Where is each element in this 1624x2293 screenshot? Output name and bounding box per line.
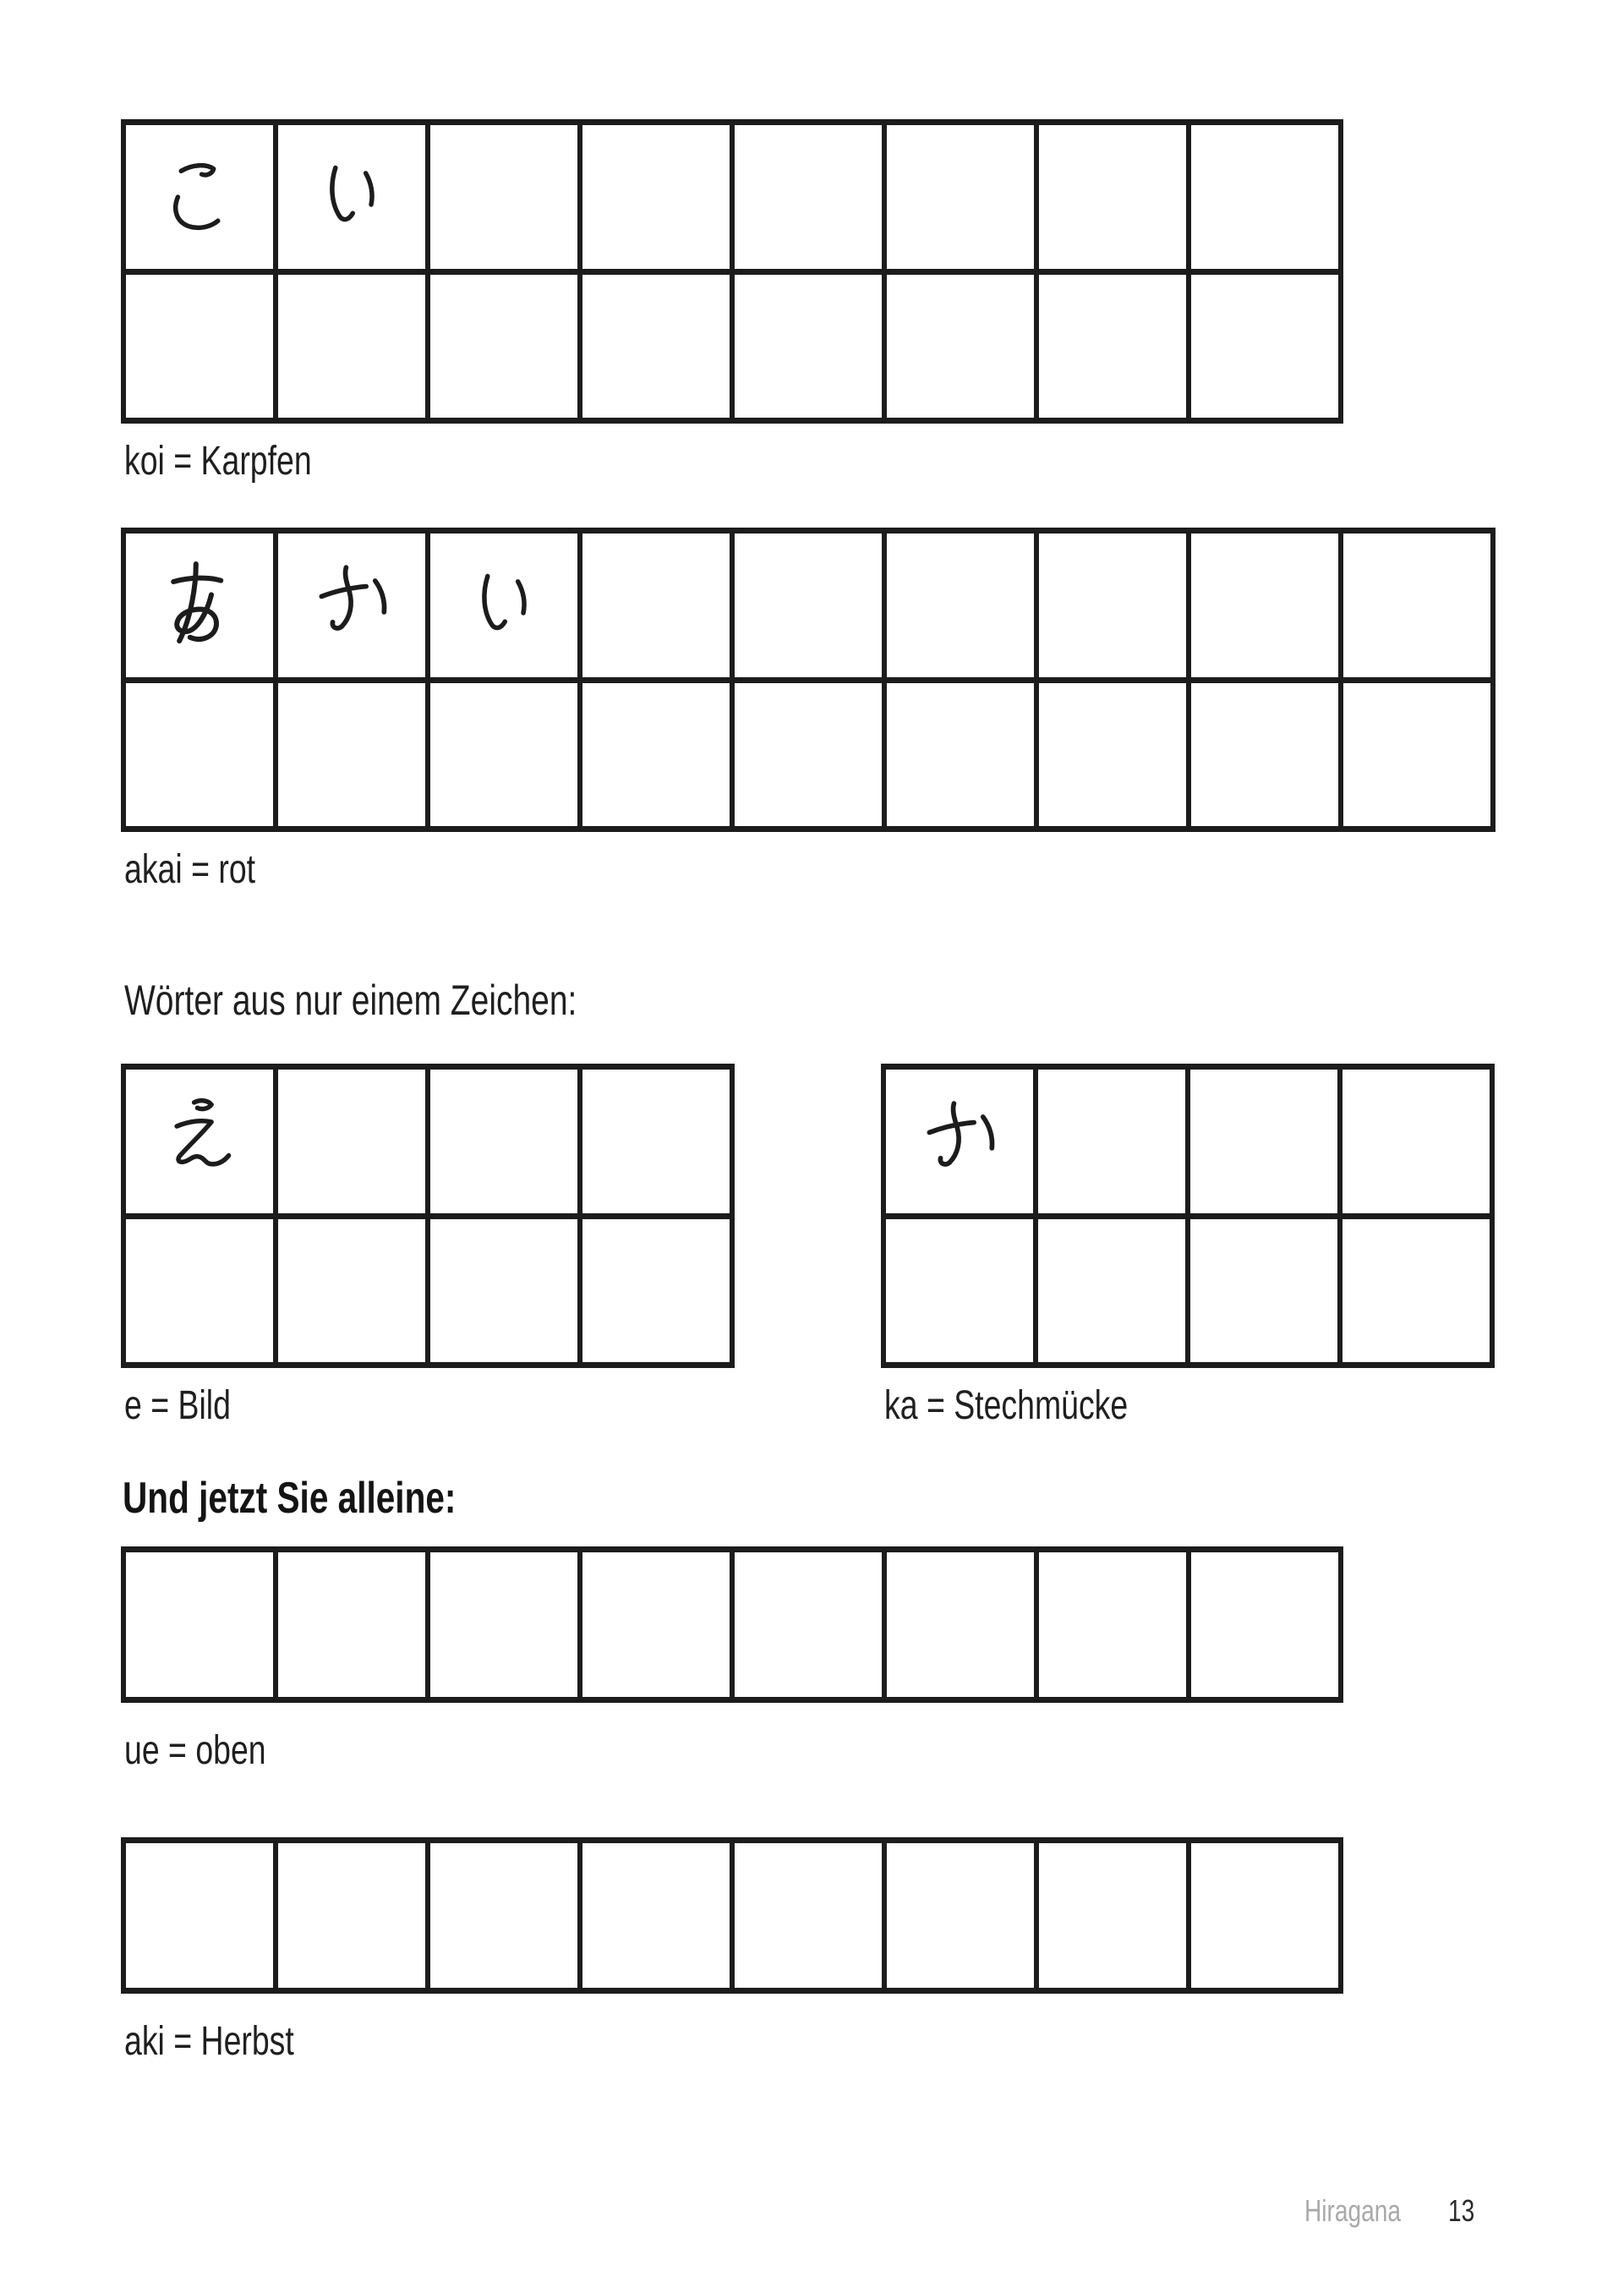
practice-cell [1190, 1219, 1337, 1363]
practice-cell [887, 683, 1034, 827]
practice-cell [1191, 1552, 1338, 1697]
practice-cell [887, 1552, 1034, 1697]
practice-cell [278, 683, 425, 827]
practice-cell [1191, 275, 1338, 419]
practice-cell [430, 683, 577, 827]
practice-cell [886, 1070, 1033, 1213]
practice-cell [582, 125, 730, 269]
practice-cell [582, 683, 730, 827]
practice-cell [887, 125, 1034, 269]
hiragana-e-glyph [145, 1087, 254, 1196]
practice-cell [582, 1070, 730, 1213]
practice-cell [1038, 1219, 1185, 1363]
hiragana-i-glyph [450, 551, 558, 659]
practice-cell [430, 1219, 577, 1363]
practice-grid-koi [121, 119, 1343, 424]
practice-cell [1343, 683, 1490, 827]
practice-cell [735, 1552, 882, 1697]
practice-cell [126, 534, 273, 677]
practice-cell [278, 1843, 425, 1988]
practice-cell [126, 1070, 273, 1213]
alone-heading: Und jetzt Sie alleine: [123, 1474, 457, 1523]
practice-cell [887, 275, 1034, 419]
practice-cell [1039, 1843, 1186, 1988]
practice-cell [278, 125, 425, 269]
practice-cell [278, 275, 425, 419]
hiragana-ka-glyph [904, 1086, 1015, 1197]
practice-cell [1191, 534, 1338, 677]
hiragana-i-glyph [298, 143, 406, 251]
practice-cell [1038, 1070, 1185, 1213]
practice-cell [278, 1552, 425, 1697]
practice-grid-ue [121, 1546, 1343, 1703]
practice-cell [886, 1219, 1033, 1363]
practice-cell [582, 1843, 730, 1988]
practice-cell [430, 275, 577, 419]
practice-cell [1343, 534, 1490, 677]
practice-cell [1342, 1219, 1490, 1363]
practice-cell [735, 683, 882, 827]
footer-section-label: Hiragana [1304, 2193, 1401, 2228]
practice-cell [126, 1843, 273, 1988]
practice-grid-akai [121, 528, 1496, 832]
practice-grid-e [121, 1064, 735, 1368]
practice-cell [1039, 683, 1186, 827]
practice-grid-aki [121, 1837, 1343, 1994]
practice-cell [1191, 125, 1338, 269]
practice-cell [1190, 1070, 1337, 1213]
practice-cell [430, 534, 577, 677]
practice-cell [1191, 683, 1338, 827]
practice-cell [887, 1843, 1034, 1988]
practice-cell [1039, 125, 1186, 269]
practice-cell [582, 1219, 730, 1363]
practice-cell [278, 1219, 425, 1363]
practice-cell [582, 534, 730, 677]
practice-cell [1191, 1843, 1338, 1988]
practice-cell [430, 1843, 577, 1988]
practice-cell [1039, 275, 1186, 419]
practice-cell [278, 534, 425, 677]
practice-cell [126, 683, 273, 827]
practice-cell [126, 1552, 273, 1697]
practice-cell [126, 125, 273, 269]
practice-cell [582, 275, 730, 419]
practice-grid-ka [881, 1064, 1495, 1368]
practice-cell [430, 1070, 577, 1213]
hiragana-ko-glyph [145, 143, 254, 251]
practice-cell [278, 1070, 425, 1213]
practice-cell [430, 125, 577, 269]
footer-page-number: 13 [1448, 2193, 1475, 2228]
practice-cell [126, 275, 273, 419]
practice-cell [430, 1552, 577, 1697]
practice-cell [1342, 1070, 1490, 1213]
hiragana-ka-glyph [296, 550, 407, 661]
practice-cell [735, 125, 882, 269]
hiragana-a-glyph [140, 546, 259, 665]
label-koi: koi = Karpfen [124, 439, 312, 484]
practice-cell [735, 534, 882, 677]
practice-cell [735, 1843, 882, 1988]
label-aki: aki = Herbst [124, 2019, 294, 2064]
practice-cell [887, 534, 1034, 677]
label-akai: akai = rot [124, 847, 256, 892]
label-ue: ue = oben [124, 1728, 266, 1773]
practice-cell [1039, 534, 1186, 677]
label-ka: ka = Stechmücke [884, 1383, 1129, 1428]
practice-cell [735, 275, 882, 419]
single-char-heading: Wörter aus nur einem Zeichen: [124, 977, 577, 1024]
practice-cell [582, 1552, 730, 1697]
practice-cell [126, 1219, 273, 1363]
label-e: e = Bild [124, 1383, 231, 1428]
practice-cell [1039, 1552, 1186, 1697]
